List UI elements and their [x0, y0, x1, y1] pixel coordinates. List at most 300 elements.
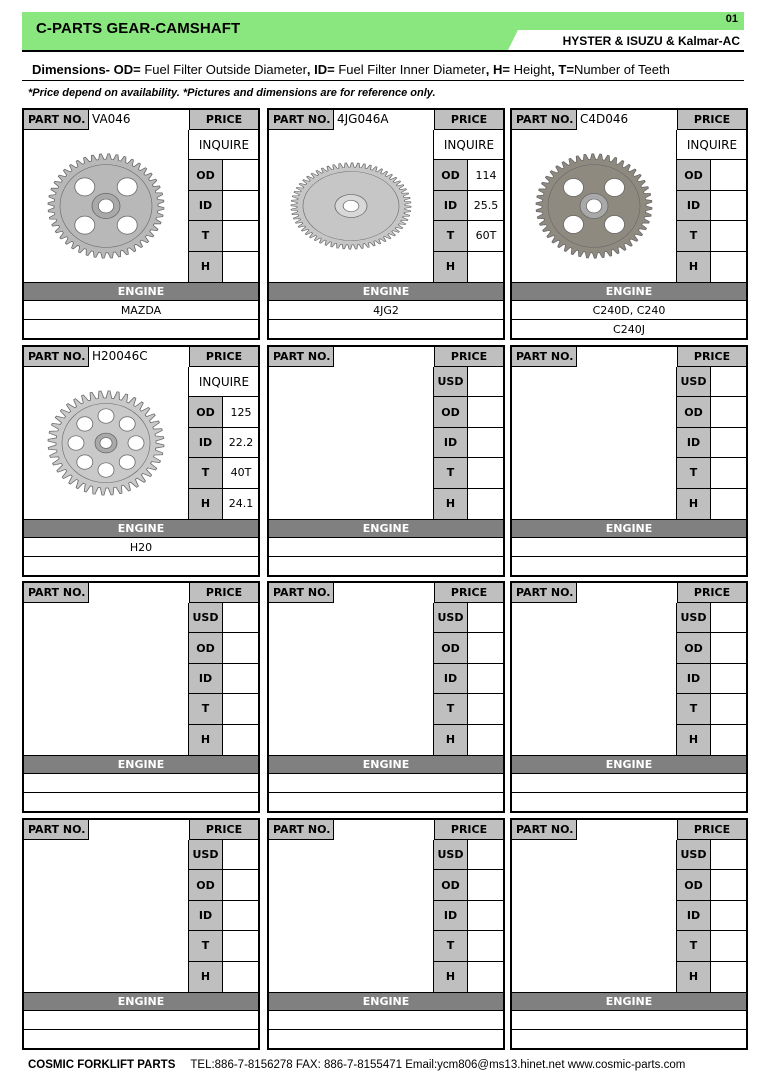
header-divider [22, 50, 744, 52]
id-row [189, 664, 259, 694]
id-label: ID [434, 428, 468, 457]
id-row [189, 428, 259, 458]
t-label: T [434, 458, 468, 487]
sep-1: , [306, 62, 315, 77]
part-card-1 [22, 108, 260, 340]
h-value [223, 962, 259, 992]
h-value [711, 962, 747, 992]
h-label: H [677, 725, 711, 755]
part-no-label: PART NO. [273, 350, 331, 363]
h-value [468, 962, 504, 992]
od-text: Fuel Filter Outside Diameter [140, 62, 307, 77]
id-value [711, 428, 747, 457]
t-row [677, 221, 747, 251]
price-row [189, 130, 259, 160]
t-row [189, 221, 259, 251]
od-label: OD [189, 633, 223, 662]
price-row [434, 840, 504, 870]
part-no-label: PART NO. [273, 823, 331, 836]
h-text: Height [509, 62, 552, 77]
engine-header: ENGINE [269, 519, 503, 538]
h-label: H [189, 725, 223, 755]
h-value [711, 725, 747, 755]
id-row [677, 428, 747, 458]
h-row [434, 962, 504, 992]
h-value [468, 252, 504, 282]
od-label: OD [677, 160, 711, 189]
id-value [223, 191, 259, 220]
part-no-label: PART NO. [273, 113, 331, 126]
engine-line-2 [24, 557, 258, 576]
t-label: T [677, 221, 711, 250]
engine-line-2 [269, 557, 503, 576]
sep-3: , [551, 62, 559, 77]
price-value: INQUIRE [198, 137, 250, 152]
id-label: ID [434, 191, 468, 220]
footer-contact: TEL:886-7-8156278 FAX: 886-7-8155471 Email:ycm806@ms13.hinet.net www.cosmic-parts.com [190, 1059, 686, 1071]
engine-line-1 [512, 1011, 746, 1030]
price-label: PRICE [205, 113, 243, 126]
h-row [677, 962, 747, 992]
engine-header: ENGINE [24, 755, 258, 774]
part-no-label: PART NO. [516, 113, 574, 126]
part-image [512, 367, 676, 519]
part-card-5 [267, 345, 505, 577]
engine-line-1 [269, 1011, 503, 1030]
t-label: T [189, 458, 223, 487]
usd-label: USD [677, 367, 711, 396]
spec-table [433, 840, 503, 992]
h-label: H [677, 962, 711, 992]
engine-line-1 [512, 774, 746, 793]
id-value [711, 191, 747, 220]
t-text: Number of Teeth [573, 62, 670, 77]
gear-picture [519, 136, 669, 276]
footer [28, 1059, 744, 1071]
spec-table [188, 367, 258, 519]
h-value [468, 725, 504, 755]
t-row [189, 931, 259, 961]
part-no-label: PART NO. [516, 586, 574, 599]
id-label: ID [434, 664, 468, 693]
usd-label: USD [434, 840, 468, 869]
id-row [434, 664, 504, 694]
engine-header: ENGINE [512, 755, 746, 774]
od-value [223, 870, 259, 899]
h-row [677, 252, 747, 282]
part-card-8 [267, 581, 505, 813]
t-label: T [189, 694, 223, 723]
part-card-3 [510, 108, 748, 340]
od-row [434, 160, 504, 190]
engine-line-1 [24, 774, 258, 793]
h-label: H [434, 962, 468, 992]
t-key: T= [558, 62, 574, 77]
part-card-9 [510, 581, 748, 813]
t-value [223, 931, 259, 960]
id-row [189, 191, 259, 221]
usd-value [468, 840, 504, 869]
id-value [468, 901, 504, 930]
card-header-row [512, 347, 746, 367]
od-value: 125 [230, 405, 252, 419]
part-no-label: PART NO. [516, 350, 574, 363]
id-value: 25.5 [473, 198, 499, 212]
t-value: 40T [230, 466, 252, 480]
t-label: T [189, 221, 223, 250]
usd-label: USD [677, 840, 711, 869]
id-value [711, 664, 747, 693]
part-number-value [576, 583, 678, 603]
t-value [468, 931, 504, 960]
part-image-gear-flat-4-holes [24, 130, 188, 282]
t-value [711, 694, 747, 723]
usd-label: USD [434, 603, 468, 632]
price-value: INQUIRE [686, 137, 738, 152]
part-number-value [333, 583, 435, 603]
id-label: ID [189, 901, 223, 930]
footer-company: COSMIC FORKLIFT PARTS [28, 1059, 176, 1071]
gear-picture [31, 373, 181, 513]
price-label: PRICE [693, 823, 731, 836]
usd-value [468, 367, 504, 396]
engine-line-1 [24, 1011, 258, 1030]
gear-picture [276, 136, 426, 276]
t-label: T [434, 221, 468, 250]
od-row [677, 870, 747, 900]
od-value [223, 633, 259, 662]
h-row [189, 725, 259, 755]
h-value [468, 489, 504, 519]
card-header-row [269, 347, 503, 367]
od-label: OD [434, 397, 468, 426]
part-card-2 [267, 108, 505, 340]
price-row [189, 367, 259, 397]
usd-value [711, 840, 747, 869]
part-image [512, 603, 676, 755]
part-card-4 [22, 345, 260, 577]
legend-divider [22, 80, 744, 81]
spec-table [188, 603, 258, 755]
price-label: PRICE [693, 113, 731, 126]
t-value [468, 694, 504, 723]
id-text: Fuel Filter Inner Diameter [334, 62, 486, 77]
od-row [189, 397, 259, 427]
card-header-row [24, 347, 258, 367]
part-card-7 [22, 581, 260, 813]
t-row [677, 458, 747, 488]
brand-text: HYSTER & ISUZU & Kalmar-AC [562, 34, 740, 48]
id-value [468, 428, 504, 457]
h-value: 24.1 [228, 497, 254, 511]
id-row [677, 664, 747, 694]
usd-value [223, 840, 259, 869]
h-label: H [189, 962, 223, 992]
id-label: ID [677, 191, 711, 220]
od-value: 114 [475, 168, 497, 182]
h-row [434, 489, 504, 519]
engine-header: ENGINE [512, 282, 746, 301]
engine-header: ENGINE [24, 519, 258, 538]
part-no-label: PART NO. [28, 350, 86, 363]
usd-label: USD [434, 367, 468, 396]
price-row [189, 603, 259, 633]
card-header-row [24, 583, 258, 603]
od-row [189, 870, 259, 900]
part-number-value [88, 583, 190, 603]
engine-line-1 [269, 538, 503, 557]
part-image-gear-helical-hub [269, 130, 433, 282]
od-label: OD [189, 397, 223, 426]
h-label: H [434, 725, 468, 755]
price-row [677, 367, 747, 397]
part-number-value [333, 820, 435, 840]
h-row [189, 962, 259, 992]
usd-label: USD [677, 603, 711, 632]
part-no-label: PART NO. [516, 823, 574, 836]
engine-header: ENGINE [269, 755, 503, 774]
price-value: INQUIRE [198, 374, 250, 389]
engine-line-1 [512, 538, 746, 557]
part-image-gear-dark-4-holes [512, 130, 676, 282]
part-image [24, 840, 188, 992]
t-row [434, 694, 504, 724]
id-label: ID [677, 428, 711, 457]
card-header-row [269, 110, 503, 130]
dimensions-legend [32, 62, 670, 77]
price-label: PRICE [450, 113, 488, 126]
part-number-value: VA046 [88, 110, 190, 130]
part-no-label: PART NO. [28, 113, 86, 126]
t-value [711, 221, 747, 250]
od-value [711, 160, 747, 189]
part-image [512, 840, 676, 992]
usd-label: USD [189, 603, 223, 632]
price-label: PRICE [205, 586, 243, 599]
part-no-label: PART NO. [273, 586, 331, 599]
spec-table [676, 603, 746, 755]
part-card-11 [267, 818, 505, 1050]
id-value [711, 901, 747, 930]
usd-label: USD [189, 840, 223, 869]
od-label: OD [434, 633, 468, 662]
card-header-row [512, 110, 746, 130]
h-label: H [434, 252, 468, 282]
t-row [434, 221, 504, 251]
price-label: PRICE [205, 823, 243, 836]
t-value [223, 221, 259, 250]
price-label: PRICE [693, 586, 731, 599]
t-row [677, 694, 747, 724]
od-value [711, 870, 747, 899]
od-label: OD [677, 633, 711, 662]
id-value [468, 664, 504, 693]
spec-table [433, 603, 503, 755]
t-label: T [189, 931, 223, 960]
id-row [189, 901, 259, 931]
h-label: H [434, 489, 468, 519]
part-image [269, 603, 433, 755]
h-row [677, 725, 747, 755]
engine-line-2 [269, 1030, 503, 1049]
card-header-row [24, 820, 258, 840]
od-label: OD [677, 870, 711, 899]
t-row [434, 931, 504, 961]
t-row [189, 458, 259, 488]
od-value [223, 160, 259, 189]
od-value [468, 633, 504, 662]
usd-value [711, 367, 747, 396]
h-row [189, 252, 259, 282]
sep-2: , [485, 62, 493, 77]
part-card-10 [22, 818, 260, 1050]
card-header-row [512, 583, 746, 603]
id-key: ID= [314, 62, 335, 77]
part-card-12 [510, 818, 748, 1050]
part-number-value: 4JG046A [333, 110, 435, 130]
engine-header: ENGINE [24, 992, 258, 1011]
dimensions-label: Dimensions- [32, 62, 111, 77]
od-row [434, 633, 504, 663]
t-label: T [677, 931, 711, 960]
engine-line-1: C240D, C240 [512, 301, 746, 320]
od-label: OD [189, 870, 223, 899]
t-label: T [677, 694, 711, 723]
id-label: ID [189, 191, 223, 220]
engine-line-2: C240J [613, 323, 645, 336]
id-label: ID [189, 428, 223, 457]
od-row [677, 160, 747, 190]
id-value: 22.2 [228, 435, 254, 449]
id-label: ID [677, 901, 711, 930]
part-image [269, 367, 433, 519]
reference-note: *Price depend on availability. *Pictures and dimensions are for reference only. [28, 87, 436, 99]
od-value [468, 397, 504, 426]
part-no-label: PART NO. [28, 586, 86, 599]
h-value [223, 252, 259, 282]
price-label: PRICE [693, 350, 731, 363]
id-label: ID [189, 664, 223, 693]
card-header-row [24, 110, 258, 130]
od-label: OD [434, 870, 468, 899]
card-header-row [512, 820, 746, 840]
card-header-row [269, 820, 503, 840]
part-number-value: H20046C [88, 347, 190, 367]
part-image [24, 603, 188, 755]
od-value [711, 397, 747, 426]
engine-header: ENGINE [24, 282, 258, 301]
price-row [677, 603, 747, 633]
spec-table [676, 130, 746, 282]
od-label: OD [434, 160, 468, 189]
od-row [189, 633, 259, 663]
price-row [677, 130, 747, 160]
parts-grid [22, 108, 746, 1051]
h-label: H [677, 489, 711, 519]
engine-line-2 [512, 557, 746, 576]
gear-picture [31, 136, 181, 276]
h-row [189, 489, 259, 519]
page-number: 01 [725, 13, 738, 25]
h-key: H= [492, 62, 510, 77]
od-row [434, 397, 504, 427]
spec-table [433, 367, 503, 519]
engine-line-2 [24, 1030, 258, 1049]
t-value [711, 458, 747, 487]
price-row [434, 603, 504, 633]
od-value [468, 870, 504, 899]
engine-line-2 [24, 793, 258, 812]
part-image [269, 840, 433, 992]
t-value [223, 694, 259, 723]
h-label: H [677, 252, 711, 282]
h-value [711, 252, 747, 282]
engine-line-1: H20 [24, 538, 258, 557]
t-row [434, 458, 504, 488]
engine-line-2 [512, 793, 746, 812]
od-label: OD [677, 397, 711, 426]
engine-line-2 [269, 793, 503, 812]
t-label: T [434, 931, 468, 960]
price-row [434, 130, 504, 160]
h-value [223, 725, 259, 755]
usd-value [711, 603, 747, 632]
part-number-value [88, 820, 190, 840]
price-label: PRICE [450, 586, 488, 599]
id-row [677, 191, 747, 221]
price-row [189, 840, 259, 870]
part-number-value [576, 820, 678, 840]
id-row [434, 901, 504, 931]
engine-line-1: 4JG2 [269, 301, 503, 320]
price-label: PRICE [450, 823, 488, 836]
usd-value [223, 603, 259, 632]
id-row [434, 428, 504, 458]
id-row [677, 901, 747, 931]
od-row [434, 870, 504, 900]
spec-table [188, 840, 258, 992]
t-row [189, 694, 259, 724]
spec-table [676, 367, 746, 519]
t-value [468, 458, 504, 487]
spec-table [433, 130, 503, 282]
engine-line-1 [269, 774, 503, 793]
price-value: INQUIRE [443, 137, 495, 152]
id-row [434, 191, 504, 221]
t-row [677, 931, 747, 961]
engine-header: ENGINE [512, 519, 746, 538]
part-image-gear-8-holes [24, 367, 188, 519]
od-key: OD= [113, 62, 141, 77]
engine-header: ENGINE [269, 992, 503, 1011]
h-row [677, 489, 747, 519]
engine-header: ENGINE [269, 282, 503, 301]
t-label: T [434, 694, 468, 723]
t-value [711, 931, 747, 960]
engine-line-2 [269, 320, 503, 339]
engine-header: ENGINE [512, 992, 746, 1011]
spec-table [676, 840, 746, 992]
part-number-value [576, 347, 678, 367]
part-number-value: C4D046 [576, 110, 678, 130]
price-label: PRICE [450, 350, 488, 363]
od-label: OD [189, 160, 223, 189]
card-header-row [269, 583, 503, 603]
usd-value [468, 603, 504, 632]
spec-table [188, 130, 258, 282]
h-label: H [189, 489, 223, 519]
price-row [677, 840, 747, 870]
